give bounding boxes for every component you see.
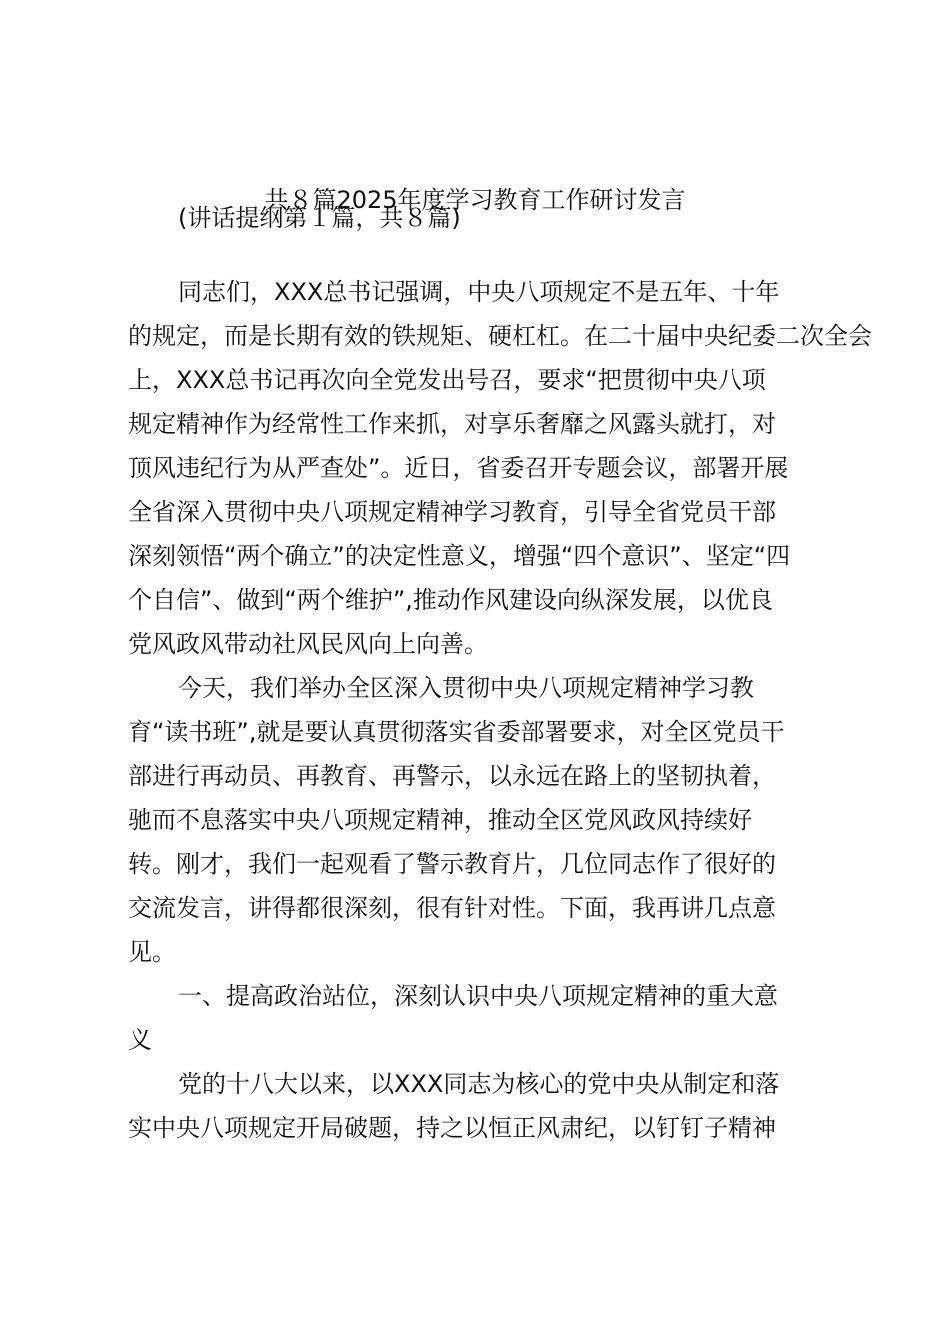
text-line: 驰而不息落实中央八项规定精神，推动全区党风政风持续好: [128, 806, 752, 834]
text-line: 转。刚才，我们一起观看了警示教育片，几位同志作了很好的: [128, 850, 776, 878]
paragraph-1: [128, 270, 878, 666]
text-line: 个自信”、做到“两个维护”,推动作风建设向纵深发展，以优良: [128, 586, 773, 614]
text-line: 见。: [128, 938, 176, 966]
text-line: 同志们，XXX总书记强调，中央八项规定不是五年、十年: [178, 278, 780, 306]
text-line: 交流发言，讲得都很深刻，很有针对性。下面，我再讲几点意: [128, 894, 776, 922]
text-line: 规定精神作为经常性工作来抓，对享乐奢靡之风露头就打，对: [128, 410, 776, 438]
text-line: 党的十八大以来，以XXX同志为核心的党中央从制定和落: [178, 1070, 780, 1098]
text-line: 一、提高政治站位，深刻认识中央八项规定精神的重大意: [178, 982, 778, 1010]
text-line: 实中央八项规定开局破题，持之以恒正风肃纪，以钉钉子精神: [128, 1114, 776, 1142]
text-line: 党风政风带动社风民风向上向善。: [128, 630, 488, 658]
document-title: 共８篇2025年度学习教育工作研讨发言: [264, 186, 686, 214]
document-subtitle: (讲话提纲第１篇，共８篇): [178, 204, 461, 232]
text-line: 深刻领悟“两个确立”的决定性意义，增强“四个意识”、坚定“四: [128, 542, 791, 570]
section-heading: [128, 974, 878, 1062]
text-line: 全省深入贯彻中央八项规定精神学习教育，引导全省党员干部: [128, 498, 776, 526]
text-line: 顶风违纪行为从严查处”。近日，省委召开专题会议，部署开展: [128, 454, 789, 482]
paragraph-2: [128, 666, 878, 974]
paragraph-3: [128, 1062, 878, 1150]
document-body: [128, 270, 878, 1150]
text-line: 育“读书班”,就是要认真贯彻落实省委部署要求，对全区党员干: [128, 718, 785, 746]
text-line: 的规定，而是长期有效的铁规矩、硬杠杠。在二十届中央纪委二次全会: [128, 322, 872, 350]
text-line: 今天，我们举办全区深入贯彻中央八项规定精神学习教: [178, 674, 754, 702]
text-line: 上，XXX总书记再次向全党发出号召，要求“把贯彻中央八项: [128, 366, 766, 394]
text-line: 部进行再动员、再教育、再警示，以永远在路上的坚韧执着，: [128, 762, 776, 790]
text-line: 义: [128, 1026, 152, 1054]
